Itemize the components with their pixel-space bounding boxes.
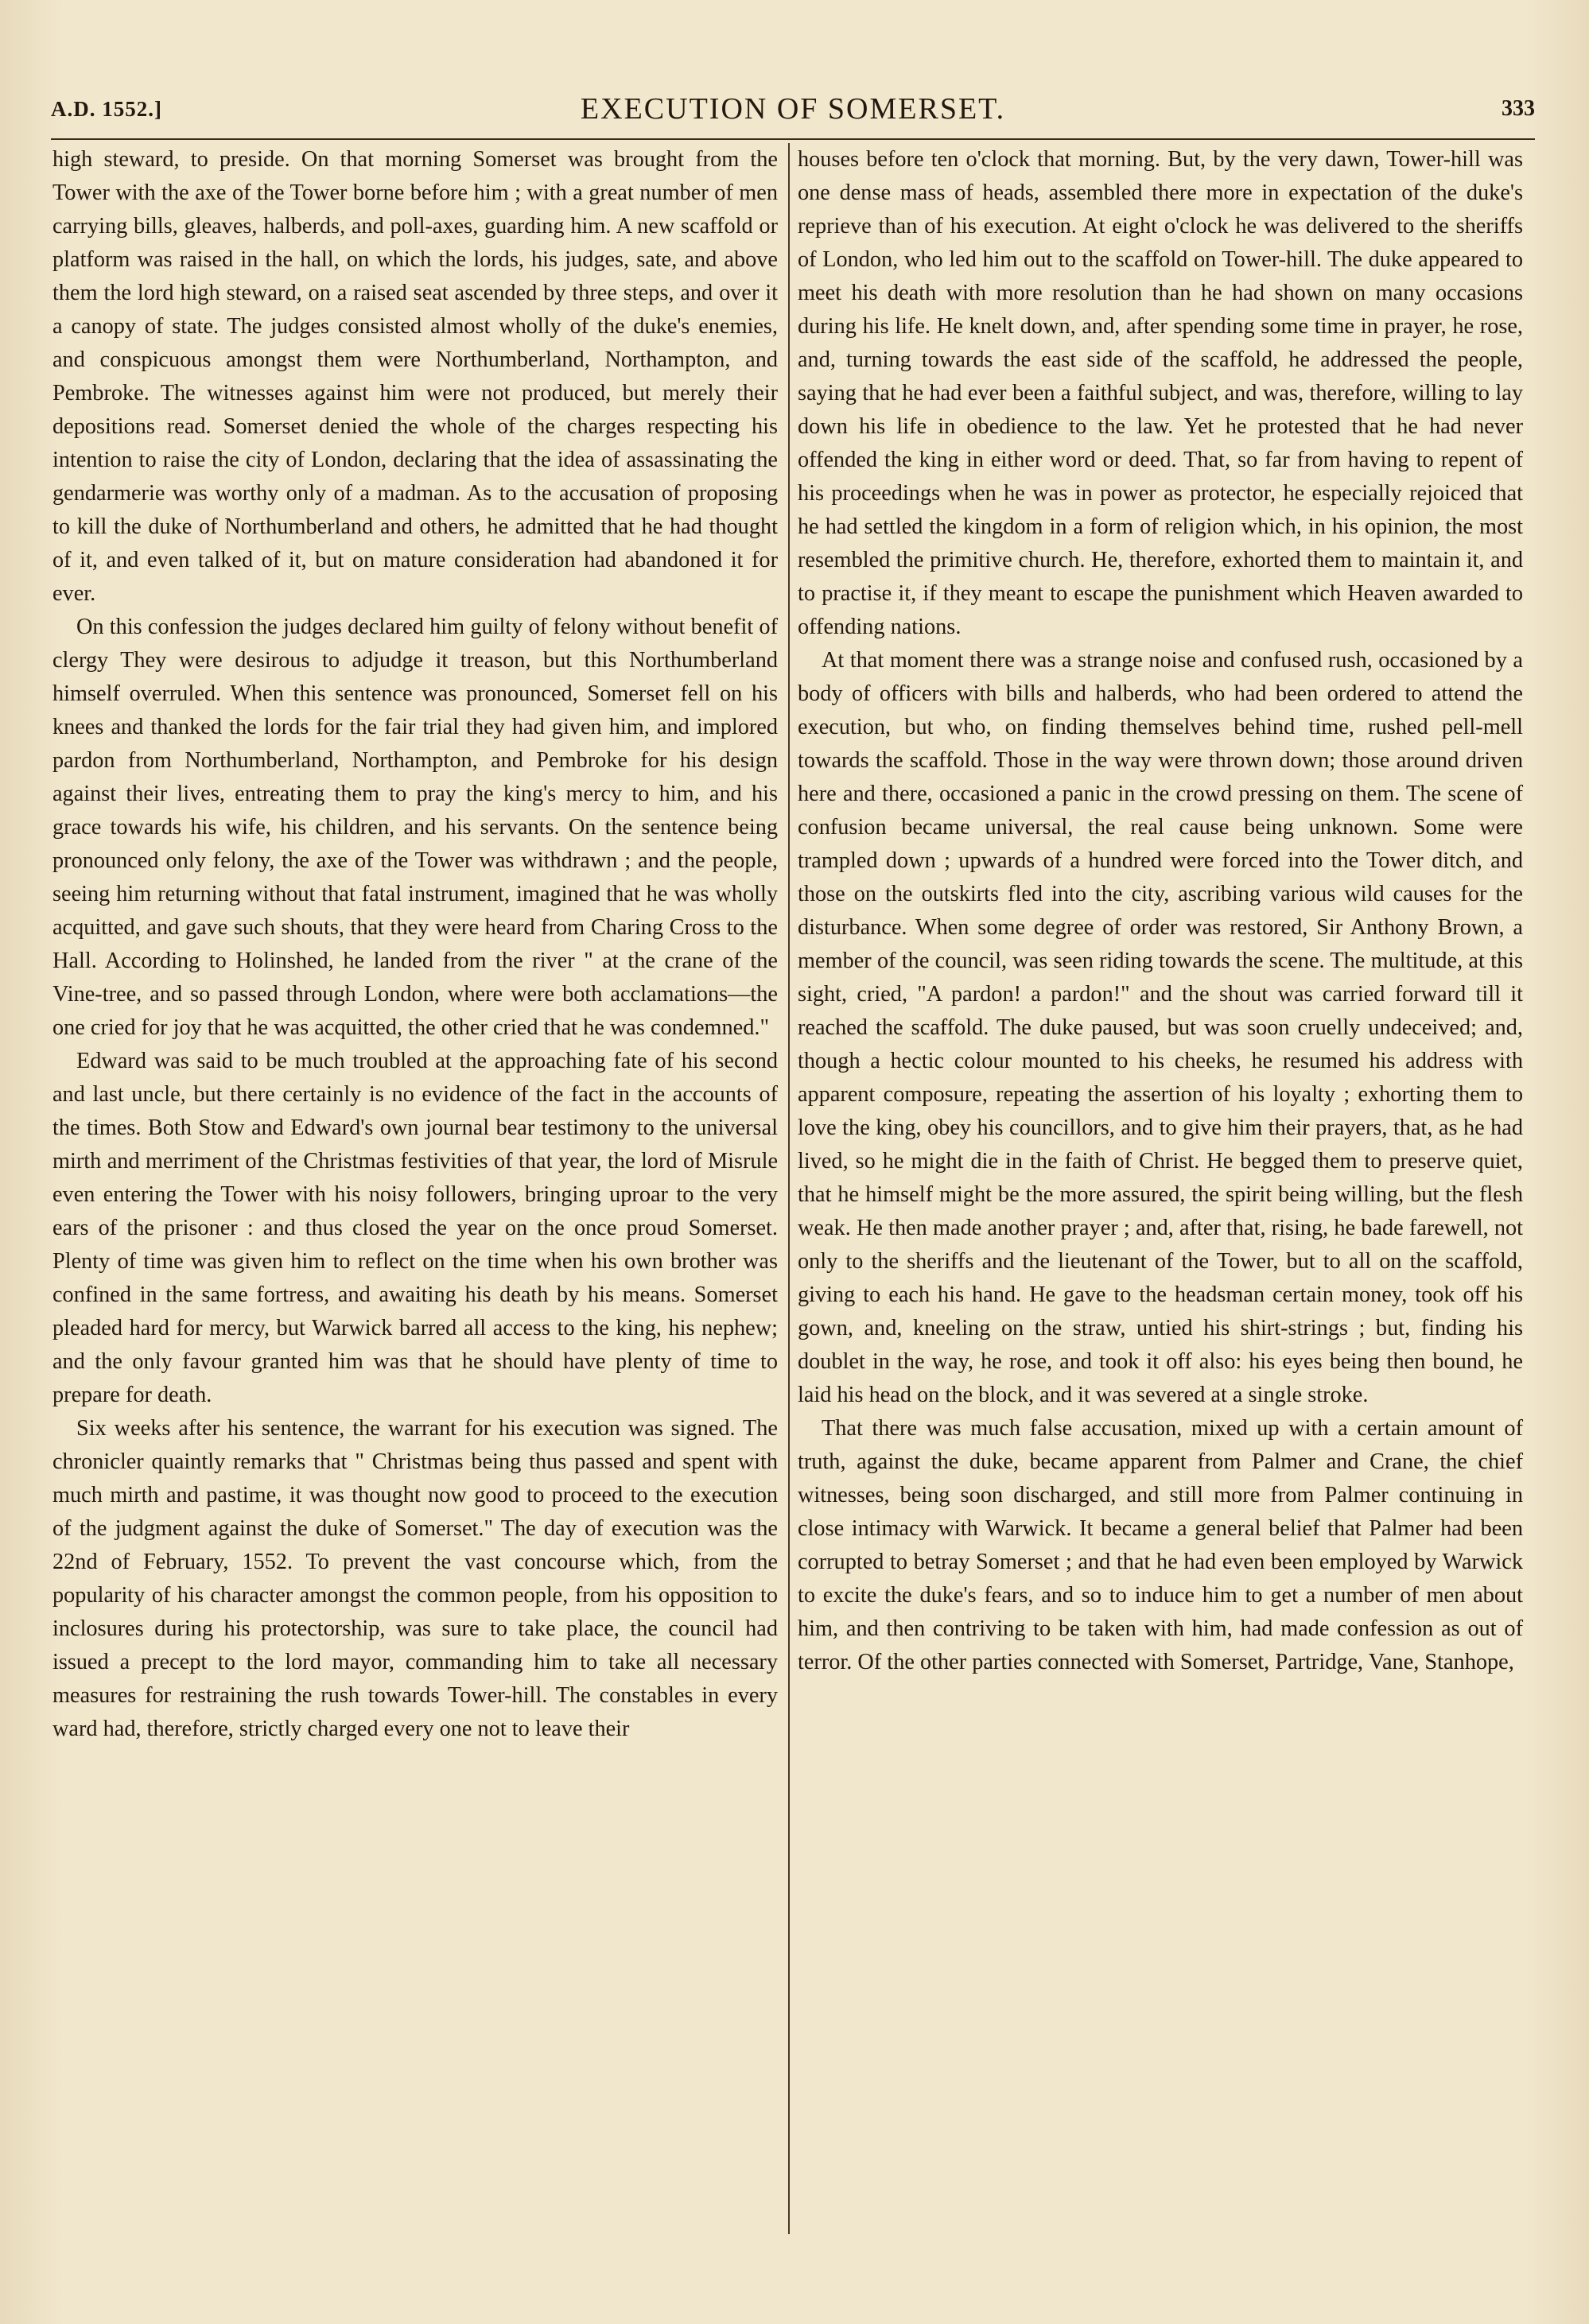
header-date: A.D. 1552.]	[51, 96, 162, 121]
paragraph: At that moment there was a strange noise and confused rush, occasioned by a body of officers with bills and halberds, who had been ordered to attend the execution, but who, on finding themselves behind time, rushed pell-mell towards the scaffold. Those in the way were thrown down; those around driven here and there, occasioned a panic in the crowd pressing on them. The scene of confusion became universal, the real cause being unknown. Some were trampled down ; upwards of a hundred were forced into the Tower ditch, and those on the outskirts fled into the city, ascribing various wild causes for the disturbance. When some degree of order was restored, Sir Anthony Brown, a member of the council, was seen riding towards the scene. The multitude, at this sight, cried, "A pardon! a pardon!" and the shout was carried forward till it reached the scaffold. The duke paused, but was soon cruelly undeceived; and, though a hectic colour mounted to his cheeks, he resumed his address with apparent composure, repeating the assertion of his loyalty ; exhorting them to love the king, obey his councillors, and to give him their prayers, that, as he had lived, so he might die in the faith of Christ. He begged them to preserve quiet, that he himself might be the more assured, the spirit being willing, but the flesh weak. He then made another prayer ; and, after that, rising, he bade farewell, not only to the sheriffs and the lieutenant of the Tower, but to all on the scaffold, giving to each his hand. He gave to the headsman certain money, took off his gown, and, kneeling on the straw, untied his shirt-strings ; but, finding his doublet in the way, he rose, and took it off also: his eyes being then bound, he laid his head on the block, and it was severed at a single stroke.	[798, 648, 1523, 1407]
column-divider	[788, 143, 790, 2234]
page-title: EXECUTION OF SOMERSET.	[580, 92, 1006, 126]
left-column	[52, 143, 778, 1746]
paragraph: Edward was said to be much troubled at the approaching fate of his second and last uncle, but there certainly is no evidence of the fact in the accounts of the times. Both Stow and Edward's own journal bear testimony to the universal mirth and merriment of the Christmas festivities of that year, the lord of Misrule even entering the Tower with his noisy followers, bringing uproar to the very ears of the prisoner : and thus closed the year on the once proud Somerset. Plenty of time was given him to reflect on the time when his own brother was confined in the same fortress, and awaiting his death by his means. Somerset pleaded hard for mercy, but Warwick barred all access to the king, his nephew; and the only favour granted him was that he should have plenty of time to prepare for death.	[52, 1049, 778, 1407]
paragraph: On this confession the judges declared him guilty of felony without benefit of clergy They were desirous to adjudge it treason, but this Northumberland himself overruled. When this sentence was pronounced, Somerset fell on his knees and thanked the lords for the fair trial they had given him, and implored pardon from Northumberland, Northampton, and Pembroke for his design against their lives, entreating them to pray the king's mercy to him, and his grace towards his wife, his children, and his servants. On the sentence being pronounced only felony, the axe of the Tower was withdrawn ; and the people, seeing him returning without that fatal instrument, imagined that he was wholly acquitted, and gave such shouts, that they were heard from Charing Cross to the Hall. According to Holinshed, he landed from the river " at the crane of the Vine-tree, and so passed through London, where were both acclamations—the one cried for joy that he was acquitted, the other cried that he was condemned."	[52, 615, 778, 1040]
running-header	[51, 87, 1535, 130]
paragraph: Six weeks after his sentence, the warrant for his execution was signed. The chronicler quaintly remarks that " Christmas being thus passed and spent with much mirth and pastime, it was thought now good to proceed to the execution of the judgment against the duke of Somerset." The day of execution was the 22nd of February, 1552. To prevent the vast concourse which, from the popularity of his character amongst the common people, from his opposition to inclosures during his protectorship, was sure to take place, the council had issued a precept to the lord mayor, commanding him to take all necessary measures for restraining the rush towards Tower-hill. The constables in every ward had, therefore, strictly charged every one not to leave their	[52, 1416, 778, 1741]
paragraph: houses before ten o'clock that morning. But, by the very dawn, Tower-hill was one dense mass of heads, assembled there more in expectation of the duke's reprieve than of his execution. At eight o'clock he was delivered to the sheriffs of London, who led him out to the scaffold on Tower-hill. The duke appeared to meet his death with more resolution than he had shown on many occasions during his life. He knelt down, and, after spending some time in prayer, he rose, and, turning towards the east side of the scaffold, he addressed the people, saying that he had ever been a faithful subject, and was, therefore, willing to lay down his life in obedience to the law. Yet he protested that he had never offended the king in either word or deed. That, so far from having to repent of his proceedings when he was in power as protector, he especially rejoiced that he had settled the kingdom in a form of religion which, in his opinion, the most resembled the primitive church. He, therefore, exhorted them to maintain it, and to practise it, if they meant to escape the punishment which Heaven awarded to offending nations.	[798, 147, 1523, 639]
paragraph: That there was much false accusation, mixed up with a certain amount of truth, against the duke, became apparent from Palmer and Crane, the chief witnesses, being soon discharged, and still more from Palmer continuing in close intimacy with Warwick. It became a general belief that Palmer had been corrupted to betray Somerset ; and that he had even been employed by Warwick to excite the duke's fears, and so to induce him to get a number of men about him, and then contriving to be taken with him, had made confession as out of terror. Of the other parties connected with Somerset, Partridge, Vane, Stanhope,	[798, 1416, 1523, 1674]
page-number: 333	[1502, 96, 1535, 121]
right-column	[798, 143, 1523, 1679]
header-rule	[51, 138, 1535, 140]
paragraph: high steward, to preside. On that morning Somerset was brought from the Tower with the axe of the Tower borne before him ; with a great number of men carrying bills, gleaves, halberds, and poll-axes, guarding him. A new scaffold or platform was raised in the hall, on which the lords, his judges, sate, and above them the lord high steward, on a raised seat ascended by three steps, and over it a canopy of state. The judges consisted almost wholly of the duke's enemies, and conspicuous amongst them were Northumberland, Northampton, and Pembroke. The witnesses against him were not produced, but merely their depositions read. Somerset denied the whole of the charges respecting his intention to raise the city of London, declaring that the idea of assassinating the gendarmerie was worthy only of a madman. As to the accusation of proposing to kill the duke of Northumberland and others, he admitted that he had thought of it, and even talked of it, but on mature consideration had abandoned it for ever.	[52, 147, 778, 606]
